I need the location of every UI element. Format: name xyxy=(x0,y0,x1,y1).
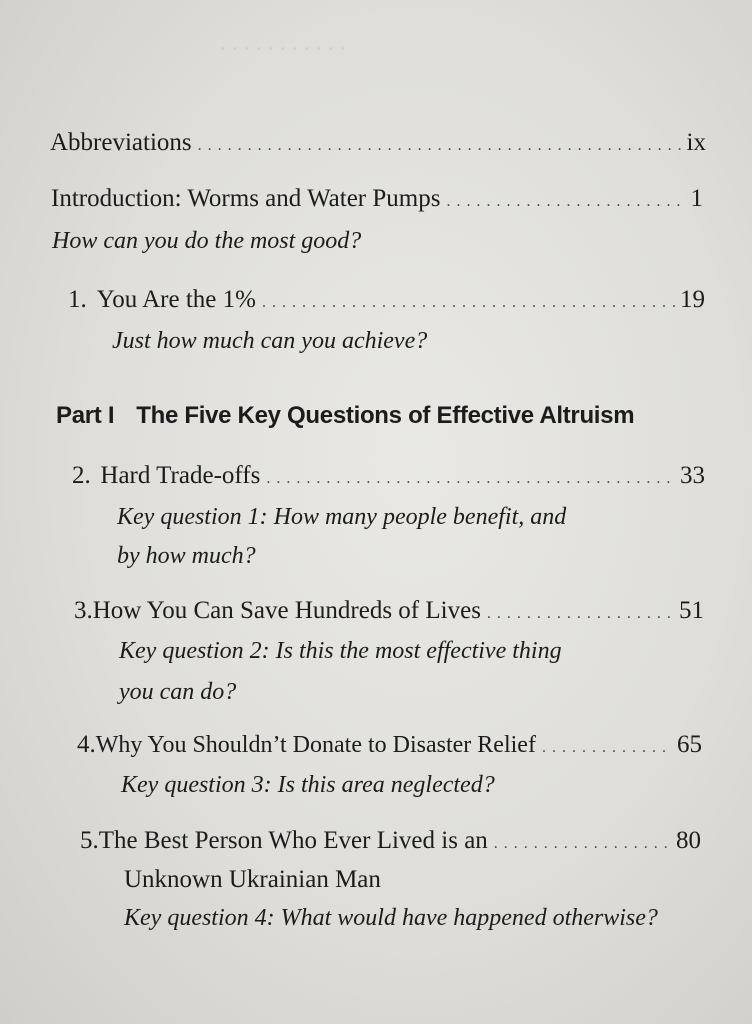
toc-subtitle: Key question 3: Is this area neglected? xyxy=(121,772,495,798)
toc-entry-abbreviations xyxy=(50,130,706,155)
toc-subtitle: Just how much can you achieve? xyxy=(112,328,428,354)
toc-subtitle: by how much? xyxy=(117,543,256,569)
leader-dots xyxy=(262,295,676,311)
toc-title: The Best Person Who Ever Lived is an xyxy=(98,827,488,854)
toc-title: Introduction: Worms and Water Pumps xyxy=(51,185,441,212)
toc-page-number: 19 xyxy=(680,286,705,313)
chapter-number: 1. xyxy=(68,286,87,313)
chapter-number: 3. xyxy=(74,597,93,624)
toc-entry-introduction xyxy=(51,186,703,211)
toc-page-number: 65 xyxy=(677,731,702,758)
bleed-through-texture: . . . . . . . . . . . xyxy=(220,30,346,56)
toc-title: Hard Trade-offs xyxy=(100,462,261,489)
toc-title: You Are the 1% xyxy=(96,286,256,313)
leader-dots xyxy=(487,606,675,622)
toc-page-number: 1 xyxy=(690,185,703,212)
toc-page-number: 33 xyxy=(680,462,705,489)
leader-dots xyxy=(198,138,683,154)
part-heading xyxy=(56,404,634,428)
chapter-number: 4. xyxy=(77,731,96,758)
leader-dots xyxy=(494,836,672,852)
part-label: Part I xyxy=(56,402,115,429)
leader-dots xyxy=(446,194,686,210)
toc-title: Why You Shouldn’t Donate to Disaster Relief xyxy=(95,732,536,758)
chapter-number: 2. xyxy=(72,462,91,489)
toc-entry-chapter-3 xyxy=(74,598,704,623)
leader-dots xyxy=(266,471,676,487)
toc-title: Abbreviations xyxy=(50,129,192,156)
toc-entry-chapter-2 xyxy=(72,463,705,488)
toc-entry-chapter-5 xyxy=(80,828,701,853)
leader-dots xyxy=(542,740,673,756)
toc-page-number: 80 xyxy=(676,827,701,854)
toc-subtitle: How can you do the most good? xyxy=(52,228,362,254)
toc-subtitle: you can do? xyxy=(119,679,237,705)
chapter-number: 5. xyxy=(80,827,99,854)
toc-entry-chapter-4 xyxy=(77,732,702,757)
toc-subtitle: Key question 4: What would have happened otherwise? xyxy=(124,905,658,931)
toc-page-number: 51 xyxy=(679,597,704,624)
toc-page-number: ix xyxy=(686,129,706,156)
toc-subtitle: Key question 1: How many people benefit, and xyxy=(117,504,567,530)
toc-subtitle: Key question 2: Is this the most effective thing xyxy=(119,638,562,664)
toc-entry-chapter-1 xyxy=(68,287,705,312)
toc-title: How You Can Save Hundreds of Lives xyxy=(92,597,481,624)
toc-title-continuation: Unknown Ukrainian Man xyxy=(124,866,381,893)
part-title: The Five Key Questions of Effective Altruism xyxy=(136,402,635,429)
